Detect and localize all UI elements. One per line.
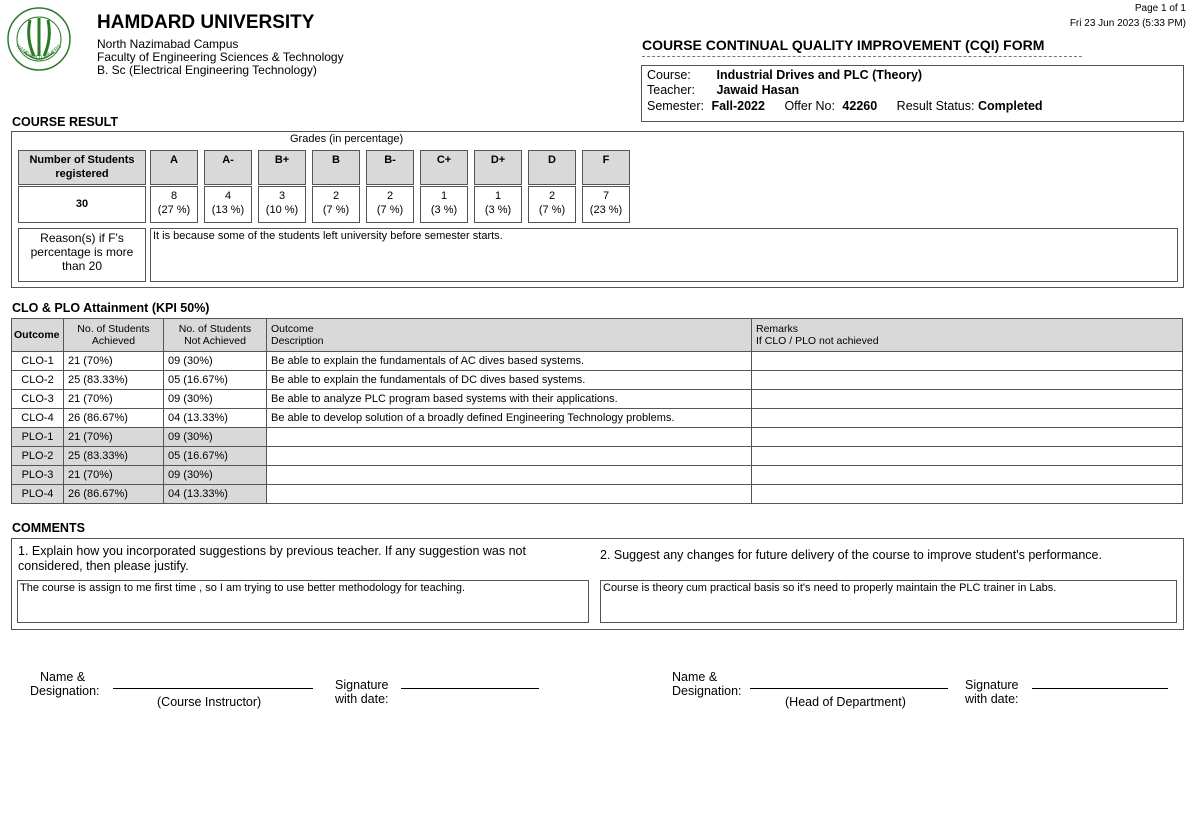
grade-header-8: F bbox=[582, 150, 630, 185]
grade-header-4: B- bbox=[366, 150, 414, 185]
grade-value-7 bbox=[528, 186, 576, 223]
students-header: Number of Students registered bbox=[18, 150, 146, 185]
attainment-row bbox=[12, 428, 1183, 447]
outcome-cell: CLO-2 bbox=[12, 371, 64, 390]
attainment-row bbox=[12, 447, 1183, 466]
grade-value-1 bbox=[204, 186, 252, 223]
description-cell bbox=[267, 466, 752, 485]
achieved-cell: 21 (70%) bbox=[64, 390, 164, 409]
outcome-cell: CLO-1 bbox=[12, 352, 64, 371]
grade-percent: (27 %) bbox=[157, 204, 191, 216]
question-2: 2. Suggest any changes for future delivery of the course to improve student's performance. bbox=[600, 548, 1102, 562]
grade-percent: (3 %) bbox=[430, 204, 458, 216]
not-achieved-header: No. of Students Not Achieved bbox=[164, 319, 267, 352]
grade-percent: (3 %) bbox=[484, 204, 512, 216]
grade-header-5: C+ bbox=[420, 150, 468, 185]
outcome-cell: PLO-1 bbox=[12, 428, 64, 447]
grade-header-1: A- bbox=[204, 150, 252, 185]
grade-count: 2 bbox=[332, 190, 340, 202]
question-1: 1. Explain how you incorporated suggestions by previous teacher. If any suggestion was not considered, then please justify. bbox=[18, 544, 526, 573]
grade-percent: (10 %) bbox=[265, 204, 299, 216]
description-cell: Be able to explain the fundamentals of AC dives based systems. bbox=[267, 352, 752, 371]
not-achieved-cell: 09 (30%) bbox=[164, 352, 267, 371]
answer-2: Course is theory cum practical basis so it's need to properly maintain the PLC trainer in Labs. bbox=[600, 580, 1177, 623]
hod-signature-line bbox=[1032, 688, 1168, 689]
description-cell: Be able to explain the fundamentals of DC dives based systems. bbox=[267, 371, 752, 390]
attainment-row bbox=[12, 371, 1183, 390]
description-header: Outcome Description bbox=[267, 319, 752, 352]
grade-percent: (7 %) bbox=[538, 204, 566, 216]
achieved-cell: 21 (70%) bbox=[64, 428, 164, 447]
course-info-box bbox=[641, 65, 1184, 122]
instructor-signature-line bbox=[401, 688, 539, 689]
not-achieved-cell: 09 (30%) bbox=[164, 390, 267, 409]
grade-count: 4 bbox=[224, 190, 232, 202]
grade-value-4 bbox=[366, 186, 414, 223]
grade-header-6: D+ bbox=[474, 150, 522, 185]
answer-1: The course is assign to me first time , so I am trying to use better methodology for teaching. bbox=[17, 580, 589, 623]
attainment-row bbox=[12, 485, 1183, 504]
grade-value-6 bbox=[474, 186, 522, 223]
attainment-row bbox=[12, 409, 1183, 428]
instructor-signature-label: Signature with date: bbox=[335, 678, 389, 706]
not-achieved-cell: 09 (30%) bbox=[164, 428, 267, 447]
achieved-cell: 21 (70%) bbox=[64, 352, 164, 371]
course-result-box bbox=[11, 131, 1184, 288]
remarks-cell bbox=[752, 352, 1183, 371]
teacher-name: Jawaid Hasan bbox=[716, 83, 800, 97]
grade-value-0 bbox=[150, 186, 198, 223]
grade-header-3: B bbox=[312, 150, 360, 185]
not-achieved-cell: 09 (30%) bbox=[164, 466, 267, 485]
description-cell: Be able to analyze PLC program based systems with their applications. bbox=[267, 390, 752, 409]
remarks-cell bbox=[752, 371, 1183, 390]
outcome-cell: PLO-2 bbox=[12, 447, 64, 466]
outcome-cell: CLO-3 bbox=[12, 390, 64, 409]
outcome-cell: PLO-3 bbox=[12, 466, 64, 485]
reason-text: It is because some of the students left university before semester starts. bbox=[150, 228, 1178, 282]
page-number: Page 1 of 1 bbox=[1134, 3, 1186, 14]
offer-label: Offer No: bbox=[784, 99, 835, 113]
achieved-header: No. of Students Achieved bbox=[64, 319, 164, 352]
status-value: Completed bbox=[977, 99, 1043, 113]
grade-count: 1 bbox=[440, 190, 448, 202]
students-count: 30 bbox=[18, 186, 146, 223]
grades-caption: Grades (in percentage) bbox=[290, 133, 404, 145]
grade-percent: (7 %) bbox=[376, 204, 404, 216]
university-name: HAMDARD UNIVERSITY bbox=[97, 12, 315, 33]
remarks-cell bbox=[752, 447, 1183, 466]
grade-value-2 bbox=[258, 186, 306, 223]
grade-count: 8 bbox=[170, 190, 178, 202]
comments-title: COMMENTS bbox=[12, 521, 85, 535]
attainment-row bbox=[12, 352, 1183, 371]
grade-percent: (7 %) bbox=[322, 204, 350, 216]
achieved-cell: 26 (86.67%) bbox=[64, 409, 164, 428]
remarks-cell bbox=[752, 390, 1183, 409]
instructor-caption: (Course Instructor) bbox=[157, 695, 262, 709]
course-name: Industrial Drives and PLC (Theory) bbox=[716, 68, 923, 82]
course-result-title: COURSE RESULT bbox=[12, 115, 119, 129]
faculty-name: Faculty of Engineering Sciences & Technology bbox=[97, 50, 344, 64]
not-achieved-cell: 05 (16.67%) bbox=[164, 371, 267, 390]
description-cell bbox=[267, 485, 752, 504]
reason-label: Reason(s) if F's percentage is more than 20 bbox=[18, 228, 146, 282]
svg-text:HAMDARD UNIVERSITY bbox=[6, 6, 63, 61]
hod-caption: (Head of Department) bbox=[785, 695, 906, 709]
grade-value-5 bbox=[420, 186, 468, 223]
status-label: Result Status: bbox=[896, 99, 975, 113]
instructor-name-line bbox=[113, 688, 313, 689]
remarks-cell bbox=[752, 409, 1183, 428]
description-cell: Be able to develop solution of a broadly defined Engineering Technology problems. bbox=[267, 409, 752, 428]
hod-name-label: Name & Designation: bbox=[672, 670, 742, 698]
program-name: B. Sc (Electrical Engineering Technology) bbox=[97, 63, 317, 77]
remarks-cell bbox=[752, 485, 1183, 504]
title-divider bbox=[642, 56, 1082, 57]
hod-name-line bbox=[750, 688, 948, 689]
attainment-header-row bbox=[12, 319, 1183, 352]
grade-percent: (23 %) bbox=[589, 204, 623, 216]
university-logo bbox=[6, 6, 72, 72]
not-achieved-cell: 05 (16.67%) bbox=[164, 447, 267, 466]
grade-header-0: A bbox=[150, 150, 198, 185]
achieved-cell: 26 (86.67%) bbox=[64, 485, 164, 504]
outcome-header: Outcome bbox=[12, 319, 64, 352]
offer-value: 42260 bbox=[842, 99, 878, 113]
achieved-cell: 25 (83.33%) bbox=[64, 371, 164, 390]
grade-header-7: D bbox=[528, 150, 576, 185]
remarks-cell bbox=[752, 466, 1183, 485]
description-cell bbox=[267, 447, 752, 466]
logo-text: HAMDARD UNIVERS bbox=[14, 43, 64, 62]
outcome-cell: CLO-4 bbox=[12, 409, 64, 428]
teacher-label: Teacher: bbox=[647, 83, 695, 97]
campus-name: North Nazimabad Campus bbox=[97, 37, 239, 51]
comments-box bbox=[11, 538, 1184, 630]
grade-percent: (13 %) bbox=[211, 204, 245, 216]
form-title: COURSE CONTINUAL QUALITY IMPROVEMENT (CQI) FORM bbox=[642, 37, 1045, 53]
not-achieved-cell: 04 (13.33%) bbox=[164, 485, 267, 504]
not-achieved-cell: 04 (13.33%) bbox=[164, 409, 267, 428]
grade-count: 2 bbox=[548, 190, 556, 202]
timestamp: Fri 23 Jun 2023 (5:33 PM) bbox=[1069, 18, 1186, 29]
attainment-row bbox=[12, 390, 1183, 409]
grade-header-2: B+ bbox=[258, 150, 306, 185]
semester-value: Fall-2022 bbox=[711, 99, 765, 113]
description-cell bbox=[267, 428, 752, 447]
attainment-title: CLO & PLO Attainment (KPI 50%) bbox=[12, 301, 210, 315]
attainment-row bbox=[12, 466, 1183, 485]
grade-count: 2 bbox=[386, 190, 394, 202]
grade-value-8 bbox=[582, 186, 630, 223]
grade-count: 3 bbox=[278, 190, 286, 202]
outcome-cell: PLO-4 bbox=[12, 485, 64, 504]
remarks-header: Remarks If CLO / PLO not achieved bbox=[752, 319, 1183, 352]
attainment-table bbox=[11, 318, 1183, 504]
hod-signature-label: Signature with date: bbox=[965, 678, 1019, 706]
instructor-name-label: Name & Designation: bbox=[30, 670, 100, 698]
semester-label: Semester: bbox=[647, 99, 704, 113]
course-label: Course: bbox=[647, 68, 691, 82]
grade-value-3 bbox=[312, 186, 360, 223]
achieved-cell: 21 (70%) bbox=[64, 466, 164, 485]
grade-count: 1 bbox=[494, 190, 502, 202]
remarks-cell bbox=[752, 428, 1183, 447]
grade-count: 7 bbox=[602, 190, 610, 202]
achieved-cell: 25 (83.33%) bbox=[64, 447, 164, 466]
